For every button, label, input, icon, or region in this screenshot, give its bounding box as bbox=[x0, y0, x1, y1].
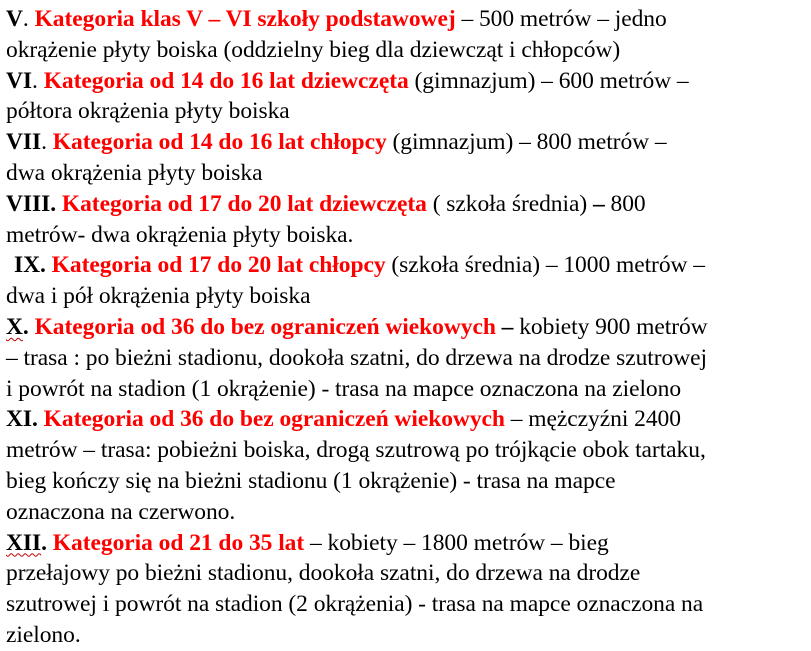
entry-viii-line-1-rest-a: ( szkoła średnia) bbox=[426, 190, 593, 217]
entry-xi-line-2: metrów – trasa: pobieżni boiska, drogą szutrową po trójkącie obok tartaku, bbox=[6, 437, 706, 464]
entry-vii-line-1 bbox=[6, 127, 811, 158]
entry-ix-numeral: IX. bbox=[14, 252, 46, 279]
entry-xii-sep: . bbox=[41, 529, 53, 556]
entry-ix-line-2: dwa i pół okrążenia płyty boiska bbox=[6, 283, 311, 310]
entry-ix bbox=[6, 250, 811, 312]
entry-ix-line-1-rest: (szkoła średnia) – 1000 metrów – bbox=[385, 252, 705, 279]
entry-v-line-2: okrążenie płyty boiska (oddzielny bieg dla dziewcząt i chłopców) bbox=[6, 36, 621, 63]
entry-viii-category: Kategoria od 17 do 20 lat dziewczęta bbox=[61, 190, 427, 217]
entry-x-line-1-rest: kobiety 900 metrów bbox=[513, 313, 708, 340]
entry-vii-category: Kategoria od 14 do 16 lat chłopcy bbox=[52, 129, 387, 156]
entry-vi-line-1 bbox=[6, 66, 811, 97]
entry-x bbox=[6, 312, 811, 404]
entry-v bbox=[6, 4, 811, 66]
entry-vii-numeral: VII bbox=[6, 129, 42, 156]
entry-xi-line-4: oznaczona na czerwono. bbox=[6, 498, 236, 525]
entry-xii bbox=[6, 528, 811, 651]
entry-vi-category: Kategoria od 14 do 16 lat dziewczęta bbox=[43, 67, 409, 94]
entry-v-numeral: V bbox=[6, 6, 23, 32]
entry-v-category: Kategoria klas V – VI szkoły podstawowej bbox=[34, 6, 456, 32]
entry-xii-line-1 bbox=[6, 528, 811, 559]
entry-xi-line-3: bieg kończy się na bieżni stadionu (1 okrążenie) - trasa na mapce bbox=[6, 467, 616, 494]
entry-xii-line-2: przełajowy po bieżni stadionu, dookoła szatni, do drzewa na drodze bbox=[6, 560, 641, 587]
entry-ix-category: Kategoria od 17 do 20 lat chłopcy bbox=[51, 252, 386, 279]
entry-x-numeral: X bbox=[6, 313, 23, 340]
entry-vi-numeral: VI bbox=[6, 67, 33, 94]
entry-viii bbox=[6, 189, 811, 251]
entry-xii-line-1-rest: – kobiety – 1800 metrów – bieg bbox=[304, 529, 609, 556]
entry-vi-line-2: półtora okrążenia płyty boiska bbox=[6, 98, 290, 125]
entry-viii-line-1-rest-b: 800 bbox=[604, 190, 646, 217]
entry-viii-line-1 bbox=[6, 189, 811, 220]
entry-vii-sep: . bbox=[41, 129, 53, 156]
entry-x-line-3: i powrót na stadion (1 okrążenie) - trasa na mapce oznaczona na zielono bbox=[6, 375, 682, 402]
entry-xi-category: Kategoria od 36 do bez ograniczeń wiekowych bbox=[43, 406, 505, 433]
entry-x-dash: – bbox=[495, 313, 514, 340]
entry-vii-line-1-rest: (gimnazjum) – 800 metrów – bbox=[386, 129, 667, 156]
entry-viii-dash: – bbox=[592, 190, 605, 217]
entry-xii-category: Kategoria od 21 do 35 lat bbox=[52, 529, 305, 556]
entry-x-category: Kategoria od 36 do bez ograniczeń wiekowych bbox=[34, 313, 496, 340]
entry-ix-line-1 bbox=[6, 250, 811, 281]
entry-v-line-1 bbox=[6, 4, 811, 35]
entry-vi-line-1-rest: (gimnazjum) – 600 metrów – bbox=[408, 67, 689, 94]
entry-xii-line-4: zielono. bbox=[6, 621, 81, 648]
entry-xi bbox=[6, 404, 811, 527]
entry-vi-sep: . bbox=[32, 67, 44, 94]
entry-vi bbox=[6, 66, 811, 128]
entry-xi-line-1 bbox=[6, 404, 811, 435]
entry-viii-line-2: metrów- dwa okrążenia płyty boiska. bbox=[6, 221, 354, 248]
entry-x-sep: . bbox=[22, 313, 35, 340]
entry-xi-numeral: XI. bbox=[6, 406, 38, 433]
entry-xii-line-3: szutrowej i powrót na stadion (2 okrążenia) - trasa na mapce oznaczona na bbox=[6, 591, 704, 618]
entry-vii bbox=[6, 127, 811, 189]
entry-x-line-1 bbox=[6, 312, 811, 343]
entry-xii-numeral: XII bbox=[6, 529, 42, 556]
entry-v-sep: . bbox=[22, 6, 35, 32]
entry-viii-numeral: VIII. bbox=[6, 190, 57, 217]
entry-x-line-2: – trasa : po bieżni stadionu, dookoła szatni, do drzewa na drodze szutrowej bbox=[6, 344, 708, 371]
entry-vii-line-2: dwa okrążenia płyty boiska bbox=[6, 159, 263, 186]
entry-xi-line-1-rest: – mężczyźni 2400 bbox=[504, 406, 681, 433]
entry-v-line-1-rest: – 500 metrów – jedno bbox=[455, 6, 667, 32]
